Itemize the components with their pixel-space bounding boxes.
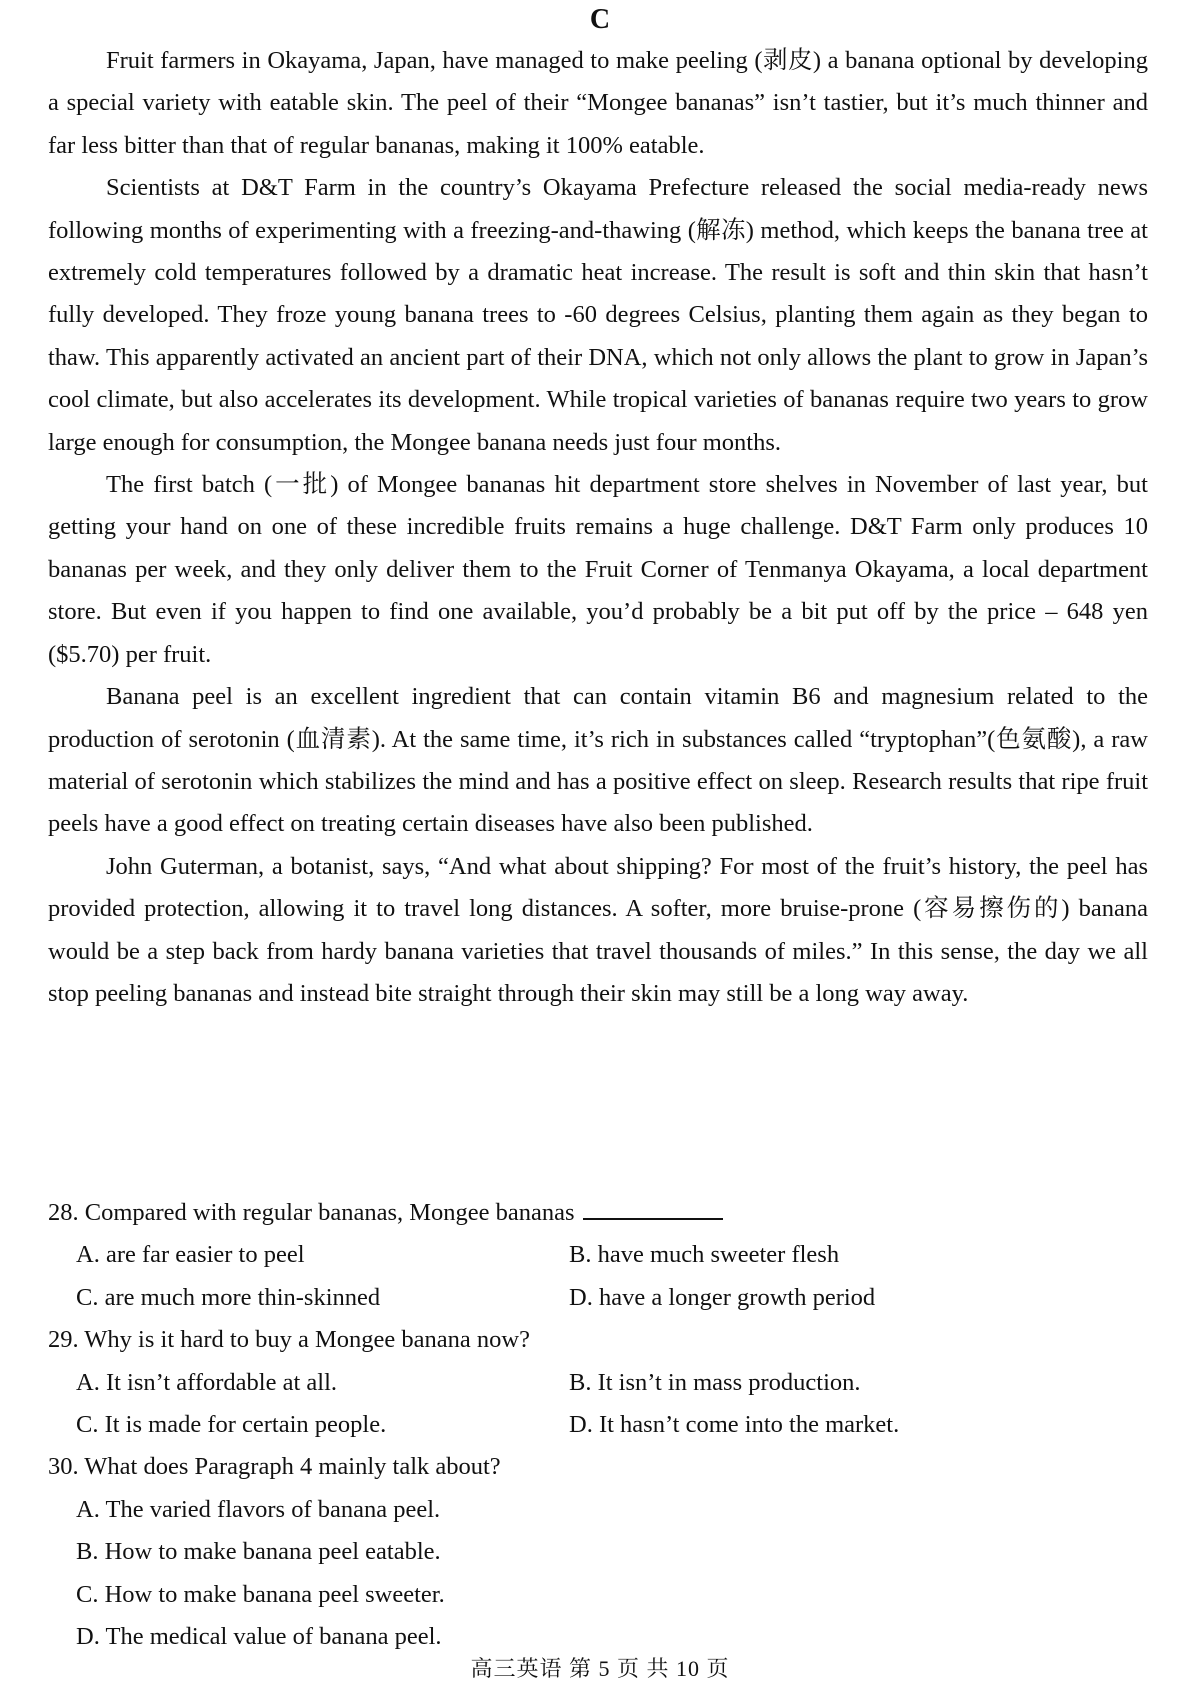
option-c: C. are much more thin-skinned (76, 1283, 381, 1311)
question-list (48, 1190, 1148, 1658)
option-a: A. It isn’t affordable at all. (76, 1368, 338, 1396)
question-29 (48, 1319, 1148, 1446)
reading-passage (48, 40, 1148, 1015)
passage-paragraph-2: Scientists at D&T Farm in the country’s Okayama Prefecture released the social media-ready news following months of experimenting with a freezing-and-thawing (解冻) method, which keeps the banana tree at extremely cold temperatures followed by a dramatic heat increase. The result is soft and thin skin that hasn’t fully developed. They froze young banana trees to -60 degrees Celsius, planting them again as they began to thaw. This apparently activated an ancient part of their DNA, which not only allows the plant to grow in Japan’s cool climate, but also accelerates its development. While tropical varieties of bananas require two years to grow large enough for consumption, the Mongee banana needs just four months. (48, 174, 1148, 456)
option-b: B. have much sweeter flesh (569, 1241, 840, 1269)
option-c: C. It is made for certain people. (76, 1411, 387, 1439)
option-d: D. The medical value of banana peel. (76, 1623, 442, 1651)
question-30 (48, 1446, 1148, 1658)
option-d: D. have a longer growth period (569, 1283, 876, 1311)
passage-paragraph-3: The first batch (一批) of Mongee bananas hit department store shelves in November of last year, but getting your hand on one of these incredible fruits remains a huge challenge. D&T Farm only produces 10 bananas per week, and they only deliver them to the Fruit Corner of Tenmanya Okayama, a local department store. But even if you happen to find one available, you’d probably be a bit put off by the price – 648 yen ($5.70) per fruit. (48, 471, 1148, 668)
passage-paragraph-1: Fruit farmers in Okayama, Japan, have managed to make peeling (剥皮) a banana optional by developing a special variety with eatable skin. The peel of their “Mongee bananas” isn’t tastier, but it’s much thinner and far less bitter than that of regular bananas, making it 100% eatable. (48, 47, 1148, 159)
question-stem: 30. What does Paragraph 4 mainly talk about? (48, 1453, 501, 1481)
passage-paragraph-5: John Guterman, a botanist, says, “And what about shipping? For most of the fruit’s history, the peel has provided protection, allowing it to travel long distances. A softer, more bruise-prone (容易擦伤的) banana would be a step back from hardy banana varieties that travel thousands of miles.” In this sense, the day we all stop peeling bananas and instead bite straight through their skin may still be a long way away. (48, 852, 1148, 1007)
section-letter: C (589, 4, 611, 35)
passage-paragraph-4: Banana peel is an excellent ingredient that can contain vitamin B6 and magnesium related to the production of serotonin (血清素). At the same time, it’s rich in substances called “tryptophan”(色氨酸), a raw material of serotonin which stabilizes the mind and has a positive effect on sleep. Research results that ripe fruit peels have a good effect on treating certain diseases have also been published. (48, 683, 1148, 838)
option-c: C. How to make banana peel sweeter. (76, 1580, 445, 1608)
answer-blank (583, 1190, 723, 1220)
question-28 (48, 1190, 1148, 1319)
option-d: D. It hasn’t come into the market. (569, 1411, 900, 1439)
option-b: B. How to make banana peel eatable. (76, 1538, 441, 1566)
option-a: A. The varied flavors of banana peel. (76, 1495, 441, 1523)
page-footer: 高三英语 第 5 页 共 10 页 (470, 1656, 730, 1681)
question-stem: 28. Compared with regular bananas, Mongee bananas (48, 1199, 575, 1226)
question-stem: 29. Why is it hard to buy a Mongee banana now? (48, 1326, 530, 1354)
option-a: A. are far easier to peel (76, 1241, 305, 1269)
option-b: B. It isn’t in mass production. (569, 1368, 861, 1396)
